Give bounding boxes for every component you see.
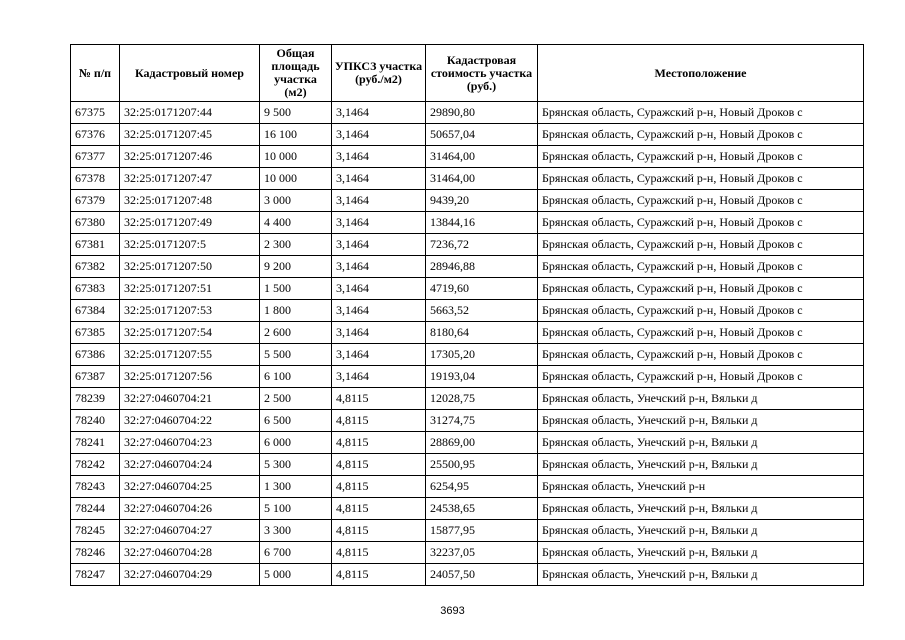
cell-area: 1 300 [260,476,332,498]
header-cadastral-number: Кадастровый номер [120,45,260,102]
cell-location: Брянская область, Суражский р-н, Новый Дроков с [538,190,864,212]
cell-area: 6 500 [260,410,332,432]
table-row [71,366,864,388]
cell-upksz: 3,1464 [332,256,426,278]
cell-cadastral-value: 31464,00 [426,168,538,190]
cell-cadastral-number: 32:27:0460704:22 [120,410,260,432]
cell-row-number: 78240 [71,410,120,432]
table-row [71,102,864,124]
cell-area: 16 100 [260,124,332,146]
cell-location: Брянская область, Унечский р-н, Вяльки д [538,388,864,410]
table-row [71,454,864,476]
cell-row-number: 67380 [71,212,120,234]
table-row [71,322,864,344]
cell-row-number: 67385 [71,322,120,344]
cell-upksz: 4,8115 [332,476,426,498]
cell-area: 6 700 [260,542,332,564]
header-cadastral-value: Кадастровая стоимость участка (руб.) [426,45,538,102]
cell-area: 9 200 [260,256,332,278]
cell-cadastral-value: 25500,95 [426,454,538,476]
cell-area: 9 500 [260,102,332,124]
cell-area: 6 100 [260,366,332,388]
cell-location: Брянская область, Унечский р-н, Вяльки д [538,542,864,564]
cell-location: Брянская область, Унечский р-н, Вяльки д [538,432,864,454]
cell-row-number: 78241 [71,432,120,454]
cell-location: Брянская область, Суражский р-н, Новый Дроков с [538,300,864,322]
cell-upksz: 3,1464 [332,102,426,124]
cell-cadastral-value: 29890,80 [426,102,538,124]
cell-row-number: 67377 [71,146,120,168]
header-row [71,45,864,102]
cell-cadastral-number: 32:25:0171207:46 [120,146,260,168]
cell-area: 5 100 [260,498,332,520]
table-row [71,234,864,256]
cell-cadastral-value: 7236,72 [426,234,538,256]
table-row [71,300,864,322]
cell-upksz: 3,1464 [332,366,426,388]
cell-location: Брянская область, Унечский р-н, Вяльки д [538,454,864,476]
table-row [71,124,864,146]
cell-area: 4 400 [260,212,332,234]
cell-cadastral-number: 32:27:0460704:23 [120,432,260,454]
table-header [71,45,864,102]
cell-cadastral-value: 19193,04 [426,366,538,388]
page-number: 3693 [440,605,465,617]
cell-row-number: 78245 [71,520,120,542]
cell-upksz: 3,1464 [332,278,426,300]
cell-upksz: 3,1464 [332,190,426,212]
cell-upksz: 4,8115 [332,454,426,476]
cell-location: Брянская область, Унечский р-н, Вяльки д [538,410,864,432]
cell-row-number: 67381 [71,234,120,256]
cell-upksz: 3,1464 [332,322,426,344]
cell-cadastral-number: 32:27:0460704:24 [120,454,260,476]
cell-cadastral-value: 31274,75 [426,410,538,432]
table-row [71,542,864,564]
cell-location: Брянская область, Суражский р-н, Новый Дроков с [538,212,864,234]
cell-area: 2 300 [260,234,332,256]
cell-area: 1 800 [260,300,332,322]
table-row [71,388,864,410]
cell-location: Брянская область, Суражский р-н, Новый Дроков с [538,366,864,388]
cell-cadastral-number: 32:27:0460704:29 [120,564,260,586]
cell-row-number: 67375 [71,102,120,124]
cell-upksz: 3,1464 [332,124,426,146]
cell-area: 5 300 [260,454,332,476]
header-location: Местоположение [538,45,864,102]
table-row [71,146,864,168]
cell-cadastral-value: 5663,52 [426,300,538,322]
cell-cadastral-value: 9439,20 [426,190,538,212]
cell-location: Брянская область, Суражский р-н, Новый Дроков с [538,256,864,278]
cell-location: Брянская область, Суражский р-н, Новый Дроков с [538,102,864,124]
cell-area: 2 500 [260,388,332,410]
cell-upksz: 4,8115 [332,498,426,520]
cell-upksz: 4,8115 [332,432,426,454]
cell-upksz: 3,1464 [332,344,426,366]
cell-cadastral-number: 32:25:0171207:55 [120,344,260,366]
cell-area: 1 500 [260,278,332,300]
cell-cadastral-number: 32:25:0171207:5 [120,234,260,256]
cell-area: 5 000 [260,564,332,586]
table-row [71,498,864,520]
cell-cadastral-value: 15877,95 [426,520,538,542]
cell-cadastral-number: 32:25:0171207:51 [120,278,260,300]
cell-row-number: 67386 [71,344,120,366]
cell-upksz: 3,1464 [332,212,426,234]
cell-area: 6 000 [260,432,332,454]
cell-cadastral-value: 4719,60 [426,278,538,300]
cell-location: Брянская область, Унечский р-н, Вяльки д [538,564,864,586]
cell-row-number: 78239 [71,388,120,410]
cell-location: Брянская область, Суражский р-н, Новый Дроков с [538,234,864,256]
cell-area: 3 000 [260,190,332,212]
cell-location: Брянская область, Суражский р-н, Новый Дроков с [538,146,864,168]
cell-row-number: 78247 [71,564,120,586]
cell-cadastral-number: 32:25:0171207:45 [120,124,260,146]
table-row [71,564,864,586]
cell-upksz: 4,8115 [332,564,426,586]
cell-cadastral-value: 31464,00 [426,146,538,168]
cell-location: Брянская область, Унечский р-н, Вяльки д [538,498,864,520]
cell-cadastral-number: 32:27:0460704:28 [120,542,260,564]
cell-upksz: 3,1464 [332,234,426,256]
cell-location: Брянская область, Суражский р-н, Новый Дроков с [538,278,864,300]
cell-row-number: 67383 [71,278,120,300]
cell-cadastral-value: 50657,04 [426,124,538,146]
cell-row-number: 67376 [71,124,120,146]
cell-location: Брянская область, Унечский р-н, Вяльки д [538,520,864,542]
cell-upksz: 3,1464 [332,300,426,322]
cell-cadastral-number: 32:25:0171207:48 [120,190,260,212]
cell-location: Брянская область, Суражский р-н, Новый Дроков с [538,344,864,366]
cell-cadastral-value: 12028,75 [426,388,538,410]
table-row [71,476,864,498]
table-row [71,168,864,190]
cell-cadastral-value: 32237,05 [426,542,538,564]
cell-cadastral-number: 32:25:0171207:47 [120,168,260,190]
header-area: Общая площадь участка (м2) [260,45,332,102]
table-row [71,256,864,278]
cell-cadastral-number: 32:25:0171207:56 [120,366,260,388]
table-row [71,190,864,212]
cell-area: 3 300 [260,520,332,542]
cell-upksz: 4,8115 [332,388,426,410]
cell-row-number: 78244 [71,498,120,520]
cell-row-number: 67379 [71,190,120,212]
cell-area: 5 500 [260,344,332,366]
cell-cadastral-value: 24538,65 [426,498,538,520]
cell-cadastral-number: 32:25:0171207:44 [120,102,260,124]
table-row [71,432,864,454]
cell-row-number: 78243 [71,476,120,498]
cell-cadastral-number: 32:25:0171207:50 [120,256,260,278]
cell-row-number: 67384 [71,300,120,322]
cell-cadastral-value: 13844,16 [426,212,538,234]
cell-cadastral-number: 32:27:0460704:27 [120,520,260,542]
cell-location: Брянская область, Суражский р-н, Новый Дроков с [538,168,864,190]
table-body [71,102,864,586]
cell-row-number: 78246 [71,542,120,564]
cell-location: Брянская область, Суражский р-н, Новый Дроков с [538,322,864,344]
cell-upksz: 4,8115 [332,542,426,564]
cadastral-table [70,44,864,586]
cell-upksz: 4,8115 [332,410,426,432]
cell-cadastral-value: 17305,20 [426,344,538,366]
cell-area: 2 600 [260,322,332,344]
cell-upksz: 4,8115 [332,520,426,542]
cell-area: 10 000 [260,168,332,190]
cell-cadastral-number: 32:27:0460704:25 [120,476,260,498]
cell-cadastral-value: 6254,95 [426,476,538,498]
cell-cadastral-number: 32:25:0171207:53 [120,300,260,322]
cell-upksz: 3,1464 [332,146,426,168]
cell-cadastral-value: 28869,00 [426,432,538,454]
cell-cadastral-value: 8180,64 [426,322,538,344]
table-row [71,410,864,432]
cell-row-number: 78242 [71,454,120,476]
cell-cadastral-value: 28946,88 [426,256,538,278]
cell-cadastral-value: 24057,50 [426,564,538,586]
table-row [71,278,864,300]
cell-upksz: 3,1464 [332,168,426,190]
cell-location: Брянская область, Суражский р-н, Новый Дроков с [538,124,864,146]
cell-row-number: 67378 [71,168,120,190]
cell-cadastral-number: 32:27:0460704:26 [120,498,260,520]
cell-cadastral-number: 32:27:0460704:21 [120,388,260,410]
table-row [71,344,864,366]
header-upksz: УПКСЗ участка (руб./м2) [332,45,426,102]
cell-row-number: 67387 [71,366,120,388]
cell-cadastral-number: 32:25:0171207:49 [120,212,260,234]
cell-location: Брянская область, Унечский р-н [538,476,864,498]
cell-area: 10 000 [260,146,332,168]
table-row [71,212,864,234]
cell-row-number: 67382 [71,256,120,278]
header-row-number: № п/п [71,45,120,102]
table-row [71,520,864,542]
cell-cadastral-number: 32:25:0171207:54 [120,322,260,344]
